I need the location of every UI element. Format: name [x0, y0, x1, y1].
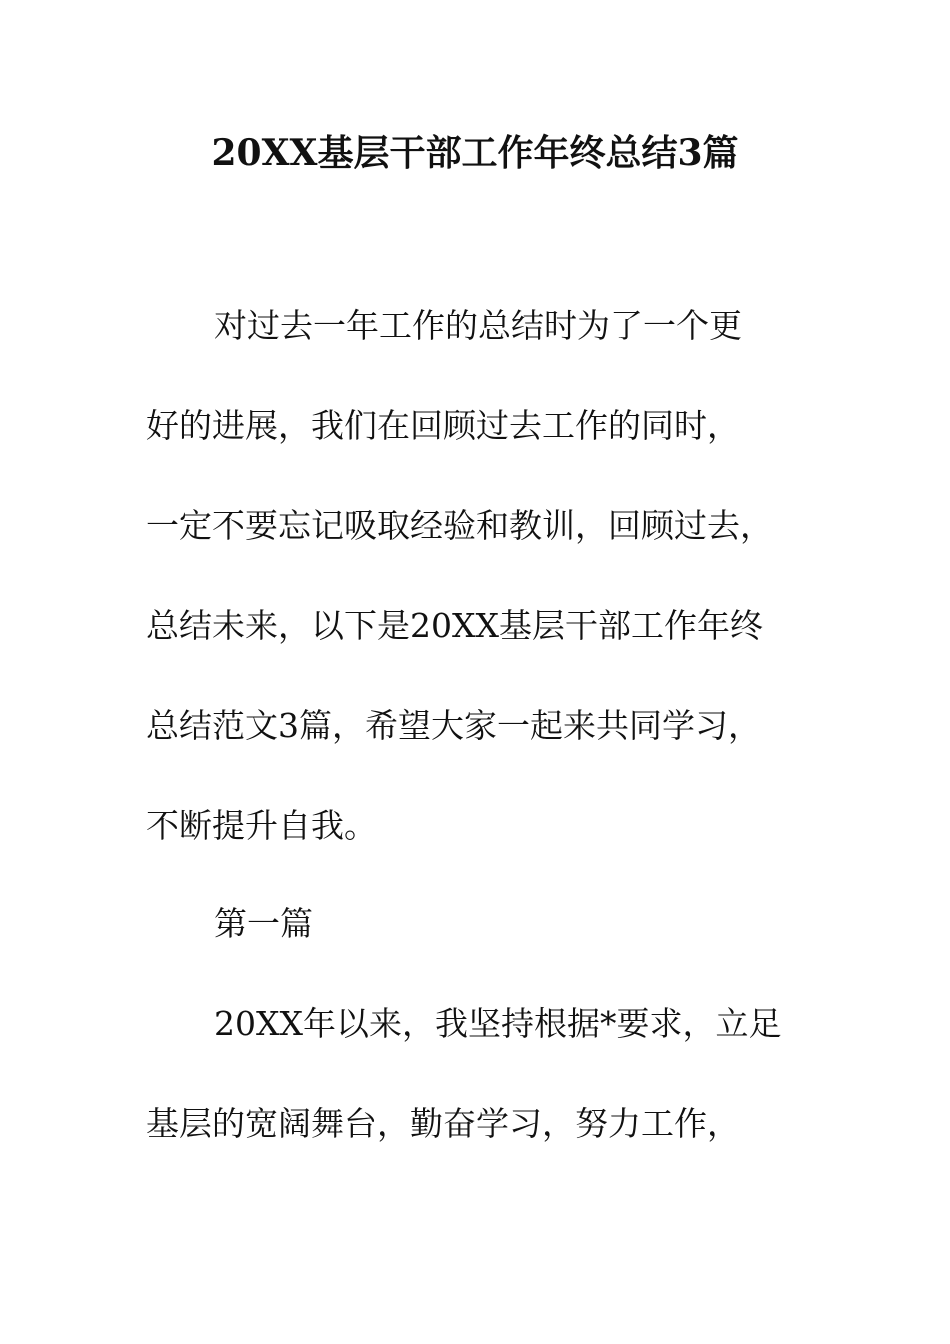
- body-line-2: 基层的宽阔舞台，勤奋学习，努力工作，: [146, 1104, 740, 1143]
- intro-line-1: 对过去一年工作的总结时为了一个更: [214, 306, 742, 345]
- intro-line-4: 总结未来，以下是20XX基层干部工作年终: [146, 606, 763, 645]
- intro-line-2: 好的进展，我们在回顾过去工作的同时，: [146, 406, 740, 445]
- section-heading: 第一篇: [214, 904, 313, 943]
- document-title: 20XX基层干部工作年终总结3篇: [211, 132, 739, 174]
- intro-line-5: 总结范文3篇，希望大家一起来共同学习，: [146, 706, 761, 745]
- intro-line-6: 不断提升自我。: [146, 806, 377, 845]
- intro-line-3: 一定不要忘记吸取经验和教训，回顾过去，: [146, 506, 773, 545]
- body-line-1: 20XX年以来，我坚持根据*要求，立足: [214, 1004, 782, 1043]
